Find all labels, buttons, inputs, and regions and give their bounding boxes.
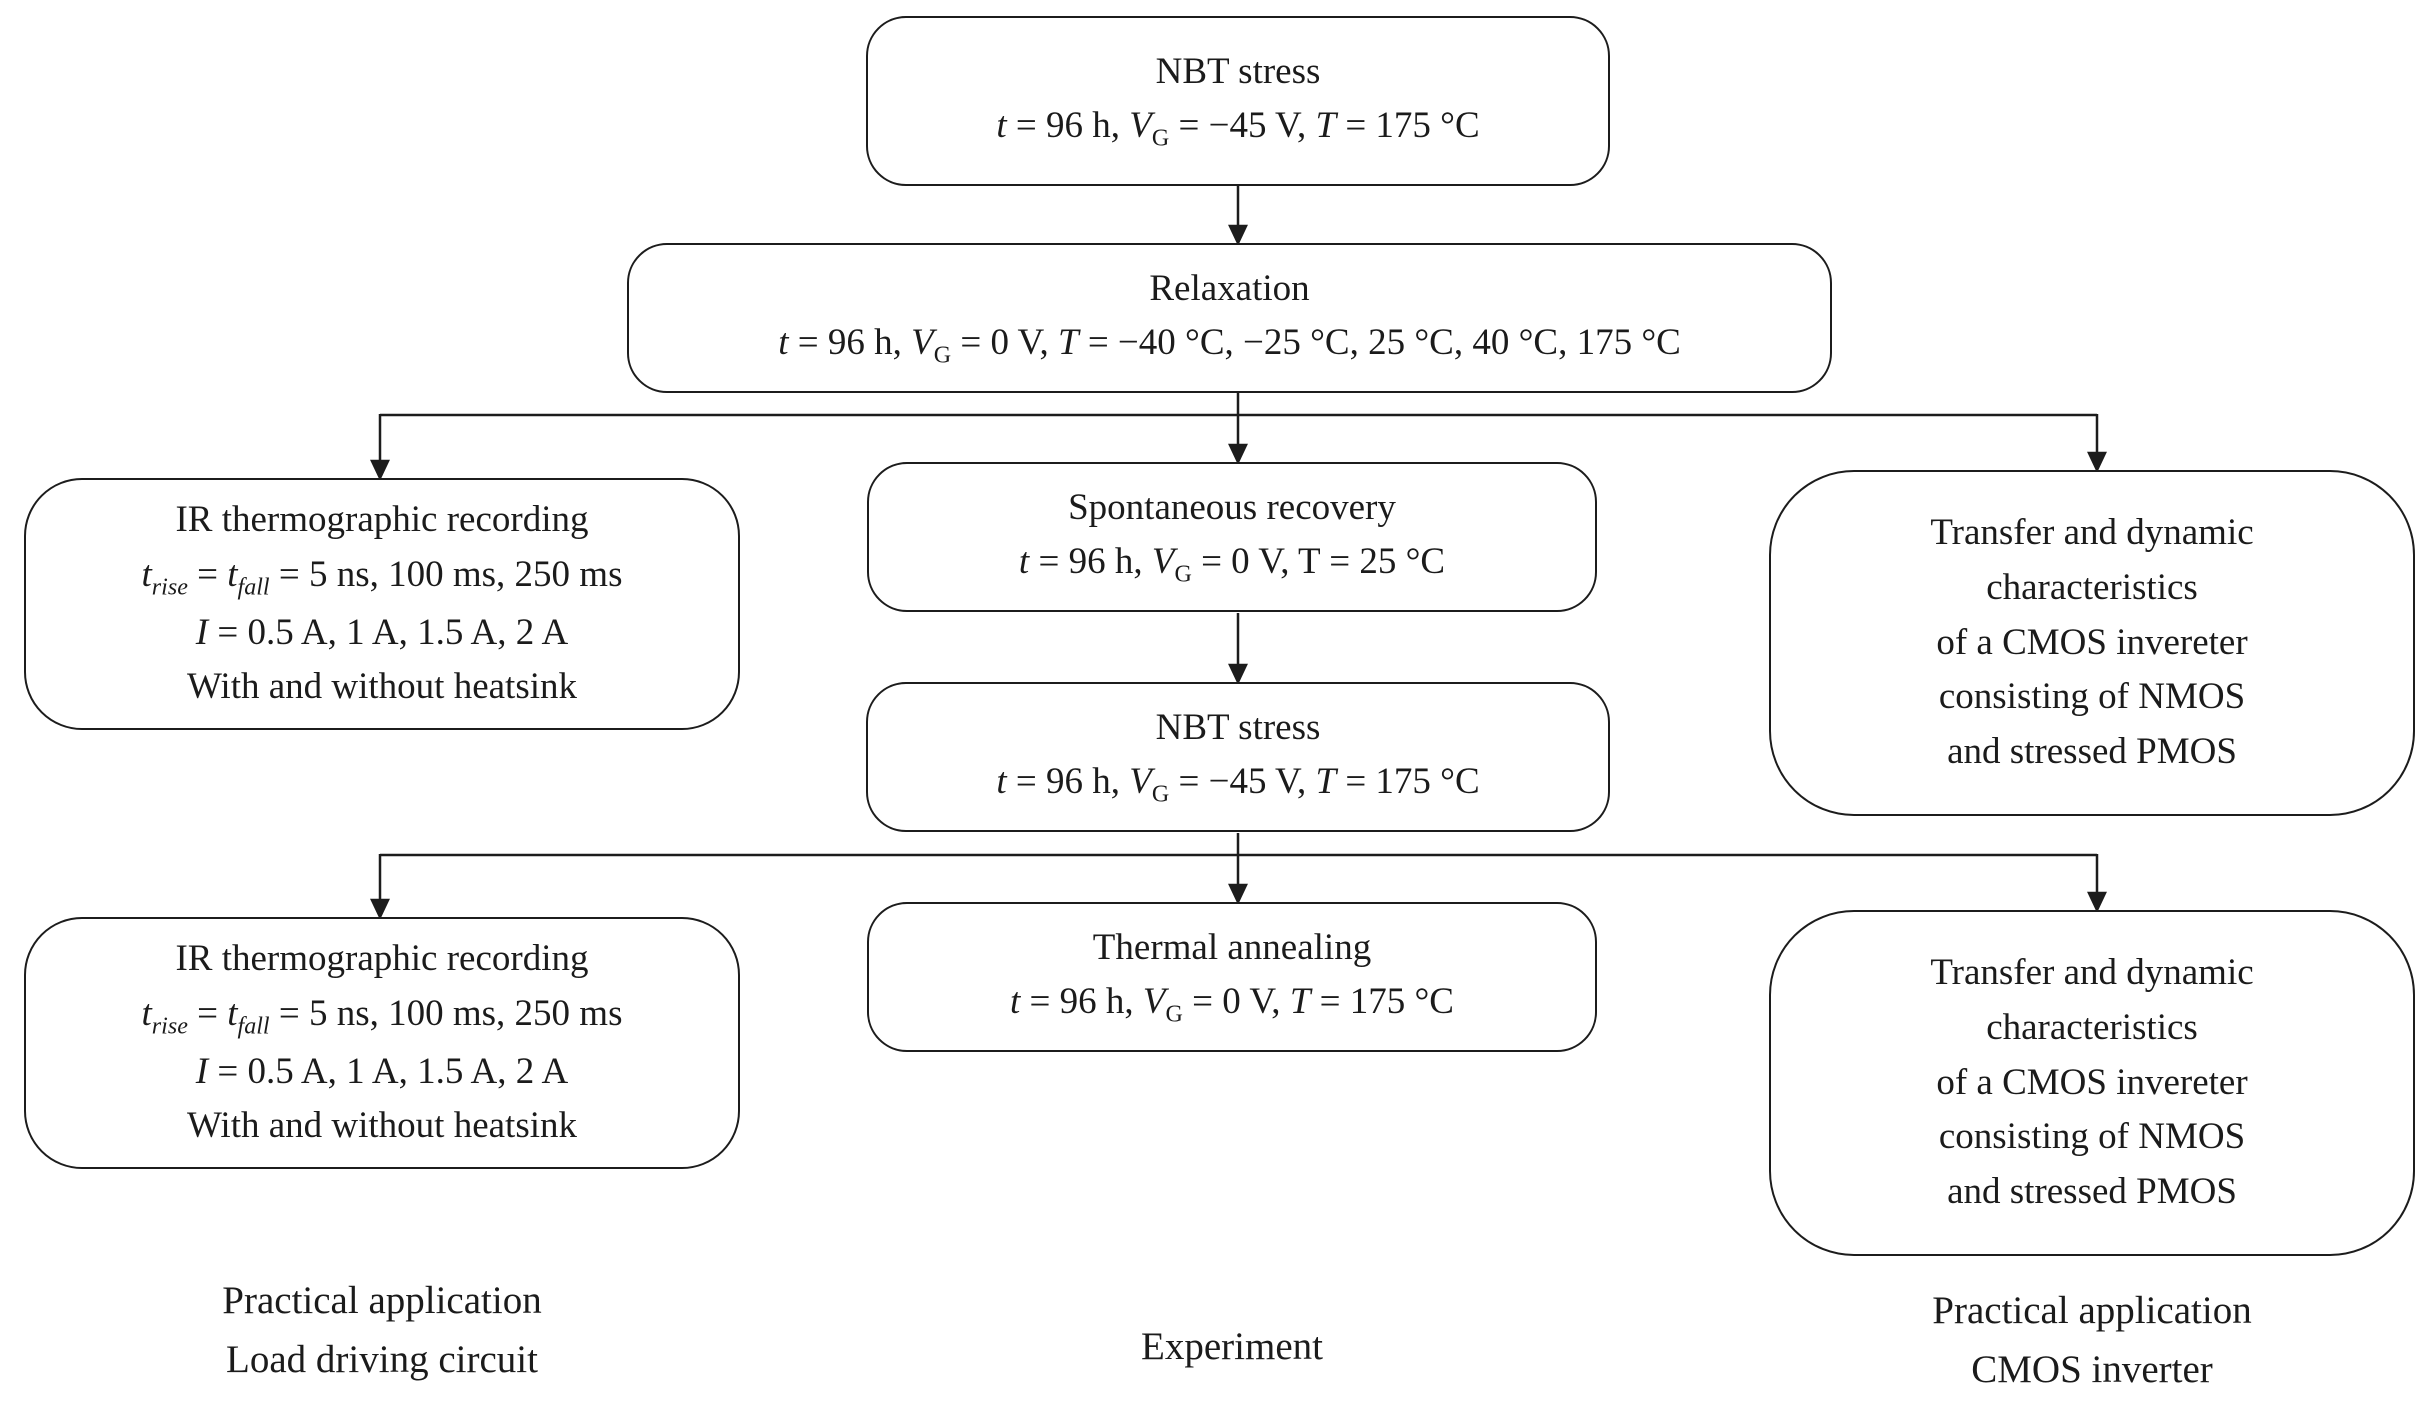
- node-text: of a CMOS invereter: [1936, 1061, 2248, 1103]
- node-title: Spontaneous recovery: [1068, 486, 1396, 528]
- arrowhead-rail1-to-ir1: [372, 461, 388, 478]
- caption-line: CMOS inverter: [1971, 1347, 2213, 1391]
- node-params: t = 96 h, $V_G = 0$ V, T = 25 °C: [1018, 541, 1446, 588]
- node-text: and stressed PMOS: [1947, 731, 2237, 773]
- node-nbt-stress-2: [866, 682, 1610, 832]
- arrowhead-rail1-to-spontaneous: [1230, 445, 1246, 462]
- caption-line: Practical application: [1932, 1289, 2252, 1332]
- caption-experiment: [867, 1318, 1597, 1377]
- caption-line: Practical application: [222, 1279, 542, 1322]
- node-text: consisting of NMOS: [1938, 676, 2246, 718]
- node-ir-thermographic-recording-1: [24, 478, 740, 730]
- node-title: NBT stress: [1155, 50, 1321, 92]
- node-params: With and without heatsink: [186, 1105, 578, 1147]
- node-nbt-stress-1: [866, 16, 1610, 186]
- node-text: Transfer and dynamic: [1930, 512, 2254, 554]
- arrowhead-rail2-to-transfer2: [2089, 893, 2105, 910]
- node-params: $t_{rise} = t_{fall} = 5$ ns, 100 ms, 250 ms: [141, 553, 623, 601]
- node-params: t = 96 h, $V_G = 0$ V, T = 175 °C: [1010, 981, 1454, 1028]
- node-text: Transfer and dynamic: [1930, 952, 2254, 994]
- node-text: and stressed PMOS: [1947, 1171, 2237, 1213]
- node-title: Thermal annealing: [1092, 926, 1372, 968]
- node-title: Relaxation: [1149, 267, 1310, 309]
- arrowhead-rail2-to-ir2: [372, 900, 388, 917]
- node-text: characteristics: [1986, 566, 2198, 608]
- caption-line: Load driving circuit: [226, 1337, 538, 1381]
- node-text: consisting of NMOS: [1938, 1116, 2246, 1158]
- arrowhead-rail1-to-transfer1: [2089, 453, 2105, 470]
- node-spontaneous-recovery: [867, 462, 1597, 612]
- node-params: t = 96 h, $V_G = -45$ V, T = 175 °C: [996, 761, 1480, 808]
- caption-practical-application-load-driving: [24, 1272, 740, 1389]
- node-text: characteristics: [1986, 1006, 2198, 1048]
- node-params: I = 0.5 A, 1 A, 1.5 A, 2 A: [195, 611, 569, 653]
- node-ir-thermographic-recording-2: [24, 917, 740, 1169]
- node-transfer-dynamic-characteristics-1: [1769, 470, 2415, 816]
- arrowhead-rail2-to-thermal: [1230, 885, 1246, 902]
- node-params: t = 96 h, $V_G = 0$ V, T = −40 °C, −25 °C, 25 °C, 40 °C, 175 °C: [778, 322, 1681, 369]
- arrowhead-nbt1-to-relaxation: [1230, 226, 1246, 243]
- node-params: With and without heatsink: [186, 666, 578, 708]
- node-title: IR thermographic recording: [175, 937, 589, 979]
- caption-line: Experiment: [1141, 1325, 1323, 1368]
- caption-practical-application-cmos-inverter: [1769, 1282, 2415, 1399]
- node-params: $t_{rise} = t_{fall} = 5$ ns, 100 ms, 250 ms: [141, 992, 623, 1040]
- node-relaxation: [627, 243, 1832, 393]
- node-thermal-annealing: [867, 902, 1597, 1052]
- node-params: I = 0.5 A, 1 A, 1.5 A, 2 A: [195, 1050, 569, 1092]
- node-params: t = 96 h, $V_G = -45$ V, T = 175 °C: [996, 105, 1480, 152]
- node-transfer-dynamic-characteristics-2: [1769, 910, 2415, 1256]
- arrowhead-spontaneous-to-nbt2: [1230, 665, 1246, 682]
- node-text: of a CMOS invereter: [1936, 621, 2248, 663]
- node-title: IR thermographic recording: [175, 498, 589, 540]
- node-title: NBT stress: [1155, 706, 1321, 748]
